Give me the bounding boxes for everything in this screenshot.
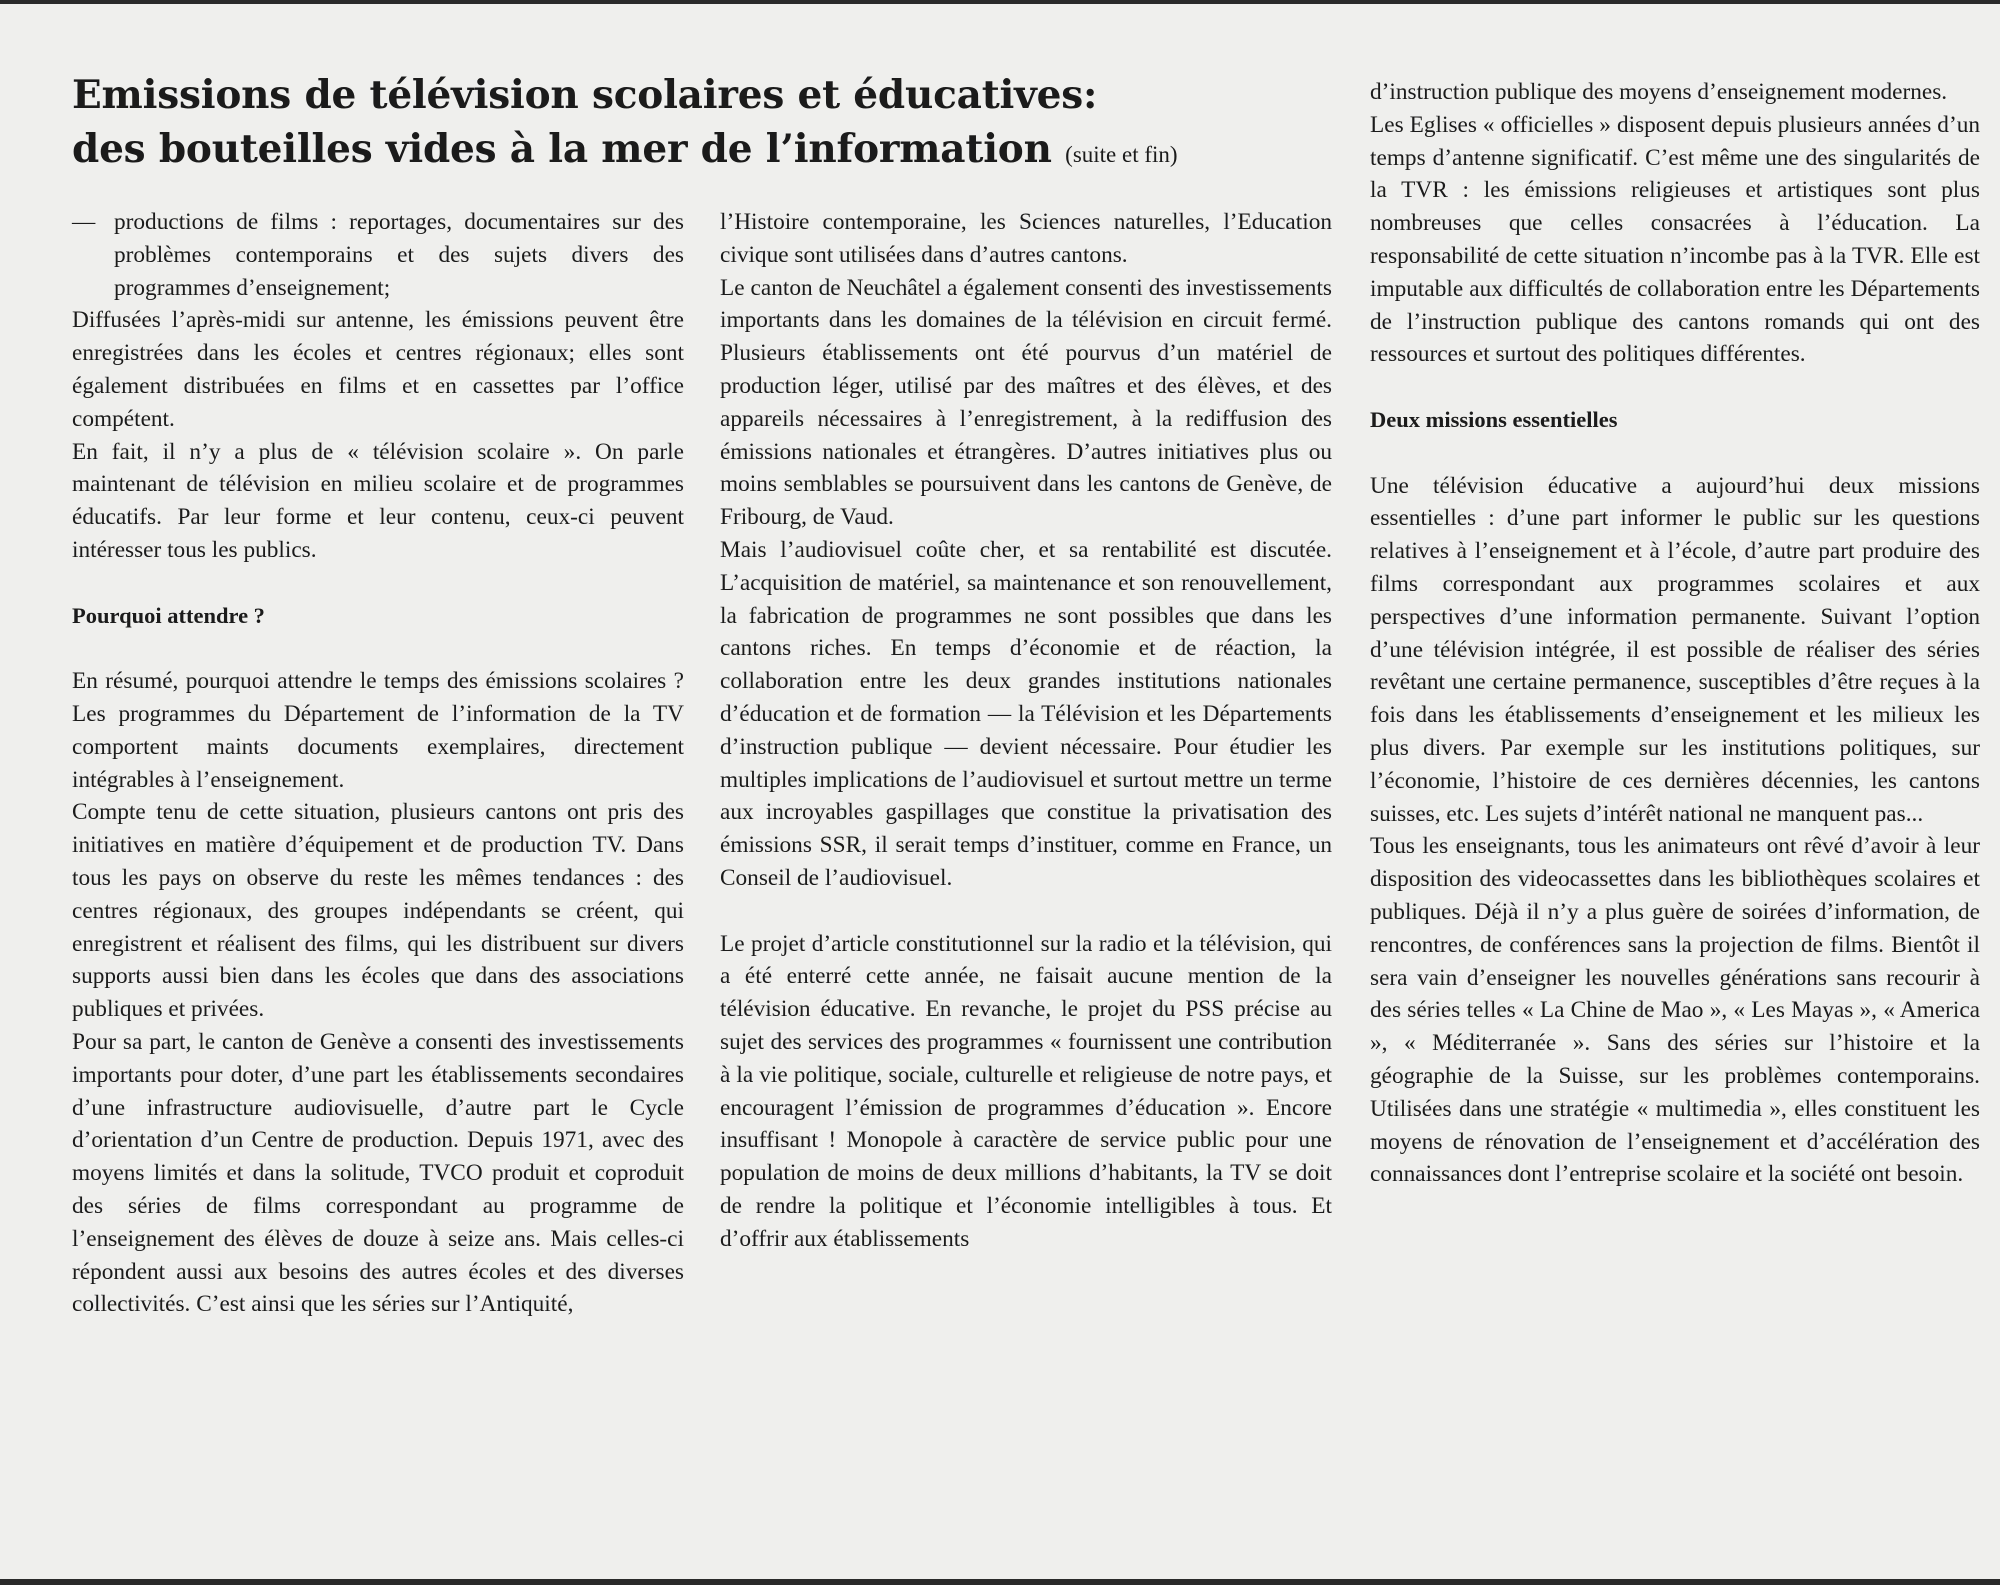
column-2 — [720, 206, 1332, 1256]
paragraph: En résumé, pourquoi attendre le temps des émissions scolaires ? Les programmes du Département de l’information de la TV comportent maints documents exemplaires, directement intégrables à l’enseignement. — [72, 668, 684, 793]
paragraph: Le projet d’article constitutionnel sur la radio et la télévision, qui a été enterré cette année, ne faisait aucune mention de la télévision éducative. En revanche, le projet du PSS précise au sujet des services des programmes « fournissent une contribution à la vie politique, sociale, culturelle et religieuse de notre pays, et encouragent l’émission de programmes d’éducation ». Encore insuffisant ! Monopole à caractère de service public pour une population de moins de deux millions d’habitants, la TV se doit de rendre la politique et l’économie intelligibles à tous. Et d’offrir aux établissements — [720, 930, 1332, 1252]
paragraph: Pour sa part, le canton de Genève a consenti des investissements importants pour doter, d’une part les établissements secondaires d’une infrastructure audiovisuelle, d’autre part le Cycle d’orientation d’un Centre de production. Depuis 1971, avec des moyens limités et dans la solitude, TVCO produit et coproduit des séries de films correspondant au programme de l’enseignement des élèves de douze à seize ans. Mais celles-ci répondent aussi aux besoins des autres écoles et des diverses collectivités. C’est ainsi que les séries sur l’Antiquité, — [72, 1028, 684, 1318]
section-heading: Pourquoi attendre ? — [72, 602, 265, 628]
paragraph: Mais l’audiovisuel coûte cher, et sa rentabilité est discutée. L’acquisition de matériel, sa maintenance et son renouvellement, la fabrication de programmes ne sont possibles que dans les cantons riches. En temps d’économie et de réaction, la collaboration entre les deux grandes institutions nationales d’éducation et de formation — la Télévision et les Départements d’instruction publique — devient nécessaire. Pour étudier les multiples implications de l’audiovisuel et surtout mettre un terme aux incroyables gaspillages que constitue la privatisation des émissions SSR, il serait temps d’instituer, comme en France, un Conseil de l’audiovisuel. — [720, 536, 1332, 891]
spacer — [1370, 371, 1980, 404]
headline-line-1: Emissions de télévision scolaires et éducatives: — [72, 72, 1098, 118]
headline-suffix: (suite et fin) — [1065, 142, 1178, 167]
list-item-text: productions de films : reportages, documentaires sur des problèmes contemporains et des sujets divers des programmes d’enseignement; — [114, 209, 684, 301]
bottom-rule — [0, 1579, 2000, 1585]
headline-line-2-text: des bouteilles vides à la mer de l’information — [72, 126, 1052, 172]
column-3 — [1370, 76, 1980, 1191]
spacer — [72, 567, 684, 600]
list-item — [72, 206, 684, 304]
paragraph: Compte tenu de cette situation, plusieurs cantons ont pris des initiatives en matière d’équipement et de production TV. Dans tous les pays on observe du reste les mêmes tendances : des centres régionaux, des groupes indépendants se créent, qui enregistrent et réalisent des films, qui les distribuent sur divers supports aussi bien dans les écoles que dans des associations publiques et privées. — [72, 799, 684, 1023]
spacer — [1370, 437, 1980, 470]
column-1 — [72, 206, 684, 1321]
dash-bullet: — — [72, 209, 96, 235]
paragraph: Le canton de Neuchâtel a également consenti des investissements importants dans les domaines de la télévision en circuit fermé. Plusieurs établissements ont été pourvus d’un matériel de production léger, utilisé par des maîtres et des élèves, et des appareils nécessaires à l’enregistrement, à la rediffusion des émissions nationales et étrangères. D’autres initiatives plus ou moins semblables se poursuivent dans les cantons de Genève, de Fribourg, de Vaud. — [720, 274, 1332, 531]
paragraph: Les Eglises « officielles » disposent depuis plusieurs années d’un temps d’antenne significatif. C’est même une des singularités de la TVR : les émissions religieuses et artistiques sont plus nombreuses que celles consacrées à l’éducation. La responsabilité de cette situation n’incombe pas à la TVR. Elle est imputable aux difficultés de collaboration entre les Départements de l’instruction publique des cantons romands qui ont des ressources et surtout des politiques différentes. — [1370, 111, 1980, 368]
paragraph: d’instruction publique des moyens d’enseignement modernes. — [1370, 79, 1948, 105]
spacer — [72, 632, 684, 665]
paragraph: l’Histoire contemporaine, les Sciences naturelles, l’Education civique sont utilisées dans d’autres cantons. — [720, 209, 1332, 268]
top-rule — [0, 0, 2000, 4]
paragraph: Tous les enseignants, tous les animateurs ont rêvé d’avoir à leur disposition des videocassettes dans les bibliothèques scolaires et publiques. Déjà il n’y a plus guère de soirées d’information, de rencontres, de conférences sans la projection de films. Bientôt il sera vain d’enseigner les nouvelles générations sans recourir à des séries telles « La Chine de Mao », « Les Mayas », « America », « Méditerranée ». Sans des séries sur l’histoire et la géographie de la Suisse, sur les problèmes contemporains. Utilisées dans une stratégie « multimedia », elles constituent les moyens de rénovation de l’enseignement et d’accélération des connaissances dont l’entreprise scolaire et la société ont besoin. — [1370, 833, 1980, 1188]
section-heading: Deux missions essentielles — [1370, 406, 1618, 432]
article-headline — [72, 68, 1352, 182]
paragraph: En fait, il n’y a plus de « télévision scolaire ». On parle maintenant de télévision en milieu scolaire et de programmes éducatifs. Par leur forme et leur contenu, ceux-ci peuvent intéresser tous les publics. — [72, 438, 684, 563]
paragraph: Diffusées l’après-midi sur antenne, les émissions peuvent être enregistrées dans les écoles et centres régionaux; elles sont également distribuées en films et en cassettes par l’office compétent. — [72, 307, 684, 432]
spacer — [720, 895, 1332, 928]
headline-line-2 — [72, 122, 1352, 182]
paragraph: Une télévision éducative a aujourd’hui deux missions essentielles : d’une part informer le public sur les questions relatives à l’enseignement et à l’école, d’autre part produire des films correspondant aux programmes scolaires et aux perspectives d’une information permanente. Suivant l’option d’une télévision intégrée, il est possible de réaliser des séries revêtant une certaine permanence, susceptibles d’être reçues à la fois dans les établissements d’enseignement et les milieux les plus divers. Par exemple sur les institutions politiques, sur l’économie, l’histoire de ces dernières décennies, les cantons suisses, etc. Les sujets d’intérêt national ne manquent pas... — [1370, 472, 1980, 827]
